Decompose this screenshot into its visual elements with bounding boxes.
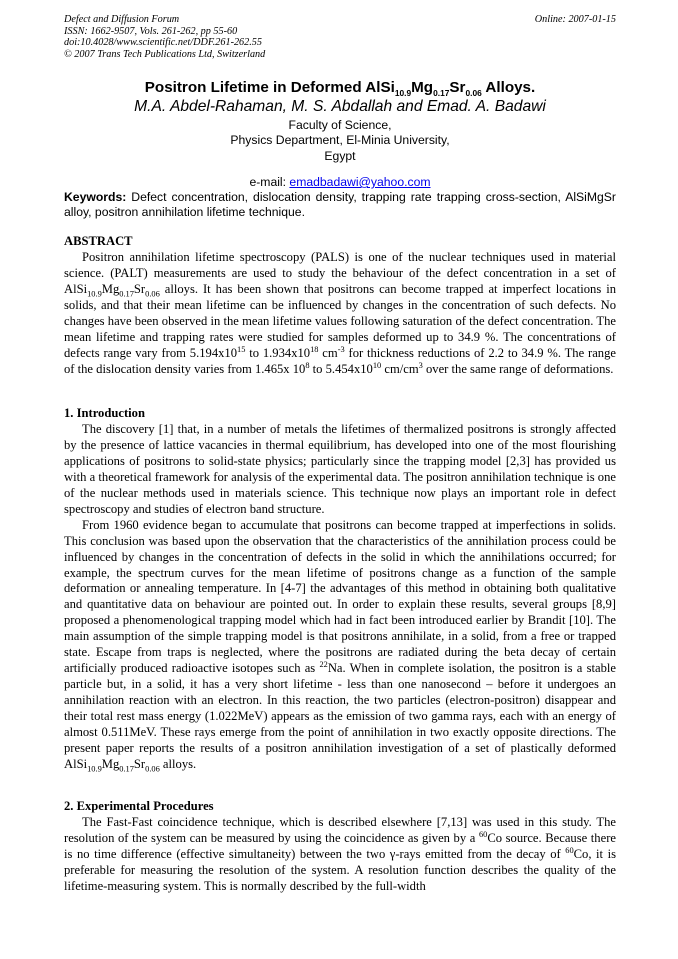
copyright-line: © 2007 Trans Tech Publications Ltd, Switzerland [64,48,266,60]
experimental-heading: 2. Experimental Procedures [64,799,214,813]
keywords-label: Keywords: [64,190,127,204]
abstract-section [64,234,616,378]
citation-block [64,14,464,60]
online-date: Online: 2007-01-15 [534,14,616,25]
email-link[interactable]: emadbadawi@yahoo.com [289,175,431,189]
affiliation-line: Faculty of Science, [288,118,392,132]
keywords [64,190,616,221]
abstract-paragraph: Positron annihilation lifetime spectroscopy (PALS) is one of the nuclear techniques used in material science. (PALT) measurements are used to study the behaviour of the defect concentration in a set of $AlSi_{10.9}Mg_{0.17}Sr_{0.06}$ alloys. It has been shown that positrons can become trapped at imperfect locations in solids, and that their mean lifetime can be influenced by changes in the concentration of such defects. No changes have been observed in the mean lifetime values following saturation of the defect concentration. The mean lifetime and trapping rates were studied for samples deformed up to 34.9 %. The concentrations of defects range vary from $5.194x10^{15}$ to $1.934x10^{18}$ $cm^{-3}$ for thickness reductions of 2.2 to 34.9 %. The range of the dislocation density varies from 1.465x $10^8$ to $5.454x10^{10}$ $cm/cm^3$ over the same range of deformations. [64,249,616,376]
introduction-paragraph: The discovery [1] that, in a number of metals the lifetimes of thermalized positrons is strongly affected by the presence of lattice vacancies in thermal equilibrium, has developed into one of the most flourishing applications of positrons to solid-state physics; particularly since the trapping model [2,3] has provided us with a theoretical framework for analysis of the experimental data. The positron annihilation technique is one of the nuclear methods used in materials science. This technique now plays an important role in defect spectroscopy and studies of electron band structure. [64,421,616,516]
keywords-text: Defect concentration, dislocation density, trapping rate trapping cross-section, AlSiMgSr alloy, positron annihilation lifetime technique. [64,190,616,220]
email-line [64,175,616,190]
doi-line: doi:10.4028/www.scientific.net/DDF.261-262.55 [64,37,262,49]
issn-line: ISSN: 1662-9507, Vols. 261-262, pp 55-60 [64,25,238,37]
experimental-section [64,799,616,895]
abstract-heading: ABSTRACT [64,234,133,248]
experimental-paragraph: The Fast-Fast coincidence technique, which is described elsewhere [7,13] was used in this study. The resolution of the system can be measured by using the coincidence as given by a $^{60}$Co source. Because there is no time difference (effective simultaneity) between the two γ-rays emitted from the decay of $^{60}$Co, it is preferable for measuring the resolution of the system. A resolution function describes the quality of the lifetime-measuring system. This is normally described by the full-width [64,814,616,893]
introduction-section [64,406,616,773]
journal-name: Defect and Diffusion Forum [64,14,180,25]
introduction-heading: 1. Introduction [64,406,145,420]
affiliation-line: Egypt [324,148,356,163]
author-list: M.A. Abdel-Rahaman, M. S. Abdallah and Emad. A. Badawi [134,98,546,115]
introduction-paragraph: From 1960 evidence began to accumulate that positrons can become trapped at imperfections in solids. This conclusion was based upon the observation that the characteristics of the annihilation process could be influenced by changes in the concentration of defects in the solid in which the annihilations occurred; for example, the spectrum curves for the mean lifetime of positrons change as a function of the sample deformation or annealing temperature. In [4-7] the advantages of this method in obtaining both qualitative and quantitative data on behaviour are pointed out. In order to explain these results, several groups [8,9] proposed a phenomenological trapping model which had in fact been introduced earlier by Brandit [10]. The main assumption of the simple trapping model is that positrons annihilate, in a solid, from a free or trapped state. Escape from traps is neglected, where the positrons are radiated during the beta decay of certain artificially produced radioactive isotopes such as $^{22}$Na. When in complete isolation, the positron is a stable particle but, in a solid, it has a very short lifetime - less than one nanosecond – before it undergoes an annihilation reaction with an electron. In this reaction, the two particles (electron-positron) disappear and their total rest mass energy (1.022MeV) appears as the emission of two gamma rays, each with an energy of almost 0.511MeV. These rays emerge from the point of annihilation in two exactly opposite directions. The present paper reports the results of a positron annihilation investigation of a set of plastically deformed $AlSi_{10.9}Mg_{0.17}Sr_{0.06}$ alloys. [64,517,616,774]
affiliation-line: Physics Department, El-Minia University, [230,133,450,148]
affiliation [64,118,616,164]
paper-title: Positron Lifetime in Deformed $AlSi_{10.9}Mg_{0.17}Sr_{0.06}$ Alloys. [144,79,536,99]
email-label: e-mail: [249,175,290,189]
